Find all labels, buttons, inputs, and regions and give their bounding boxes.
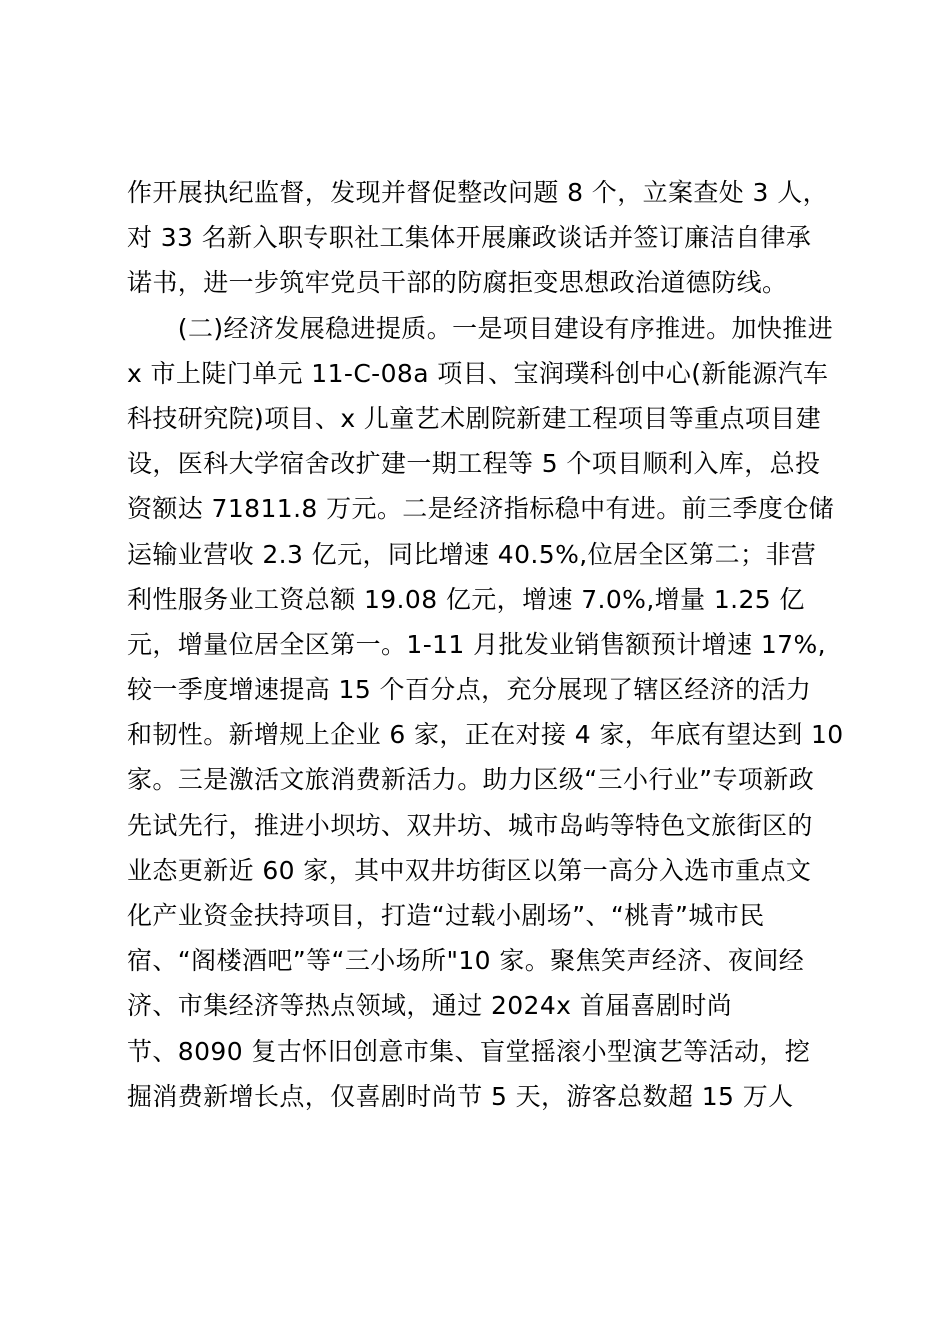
text-line: 元，增量位居全区第一。1-11 月批发业销售额预计增速 17%,: [127, 629, 826, 659]
text-line: 诺书，进一步筑牢党员干部的防腐拒变思想政治道德防线。: [127, 268, 788, 298]
text-line: 家。三是激活文旅消费新活力。助力区级“三小行业”专项新政: [127, 765, 815, 795]
text-line: 化产业资金扶持项目，打造“过载小剧场”、“桃青”城市民: [127, 901, 765, 930]
text-line: 对 33 名新入职专职社工集体开展廉政谈话并签订廉洁自律承: [127, 223, 812, 253]
text-line: 业态更新近 60 家，其中双井坊街区以第一高分入选市重点文: [127, 855, 812, 885]
text-line: 较一季度增速提高 15 个百分点，充分展现了辖区经济的活力: [127, 675, 812, 705]
text-line: 宿、“阁楼酒吧”等“三小场所"10 家。聚焦笑声经济、夜间经: [127, 946, 805, 976]
text-line: 资额达 71811.8 万元。二是经济指标稳中有进。前三季度仓储: [127, 494, 835, 524]
text-line: 先试先行，推进小坝坊、双井坊、城市岛屿等特色文旅街区的: [127, 810, 813, 840]
text-line: x 市上陡门单元 11-C-08a 项目、宝润璞科创中心(新能源汽车: [127, 358, 829, 388]
text-line: 作开展执纪监督，发现并督促整改问题 8 个，立案查处 3 人，: [127, 178, 829, 207]
text-line: 科技研究院)项目、x 儿童艺术剧院新建工程项目等重点项目建: [127, 403, 822, 433]
text-line: 设，医科大学宿舍改扩建一期工程等 5 个项目顺利入库，总投: [127, 449, 821, 479]
text-line: 掘消费新增长点，仅喜剧时尚节 5 天，游客总数超 15 万人: [127, 1081, 794, 1111]
text-line: 利性服务业工资总额 19.08 亿元，增速 7.0%,增量 1.25 亿: [127, 584, 805, 614]
text-line: 运输业营收 2.3 亿元，同比增速 40.5%,位居全区第二；非营: [127, 539, 817, 569]
text-line: 节、8090 复古怀旧创意市集、盲堂摇滚小型演艺等活动，挖: [127, 1036, 811, 1066]
text-line: 和韧性。新增规上企业 6 家，正在对接 4 家，年底有望达到 10: [127, 720, 844, 750]
text-line: 济、市集经济等热点领域，通过 2024x 首届喜剧时尚: [127, 991, 733, 1021]
text-line: (二)经济发展稳进提质。一是项目建设有序推进。加快推进: [127, 313, 834, 343]
body-text: [127, 170, 847, 1119]
